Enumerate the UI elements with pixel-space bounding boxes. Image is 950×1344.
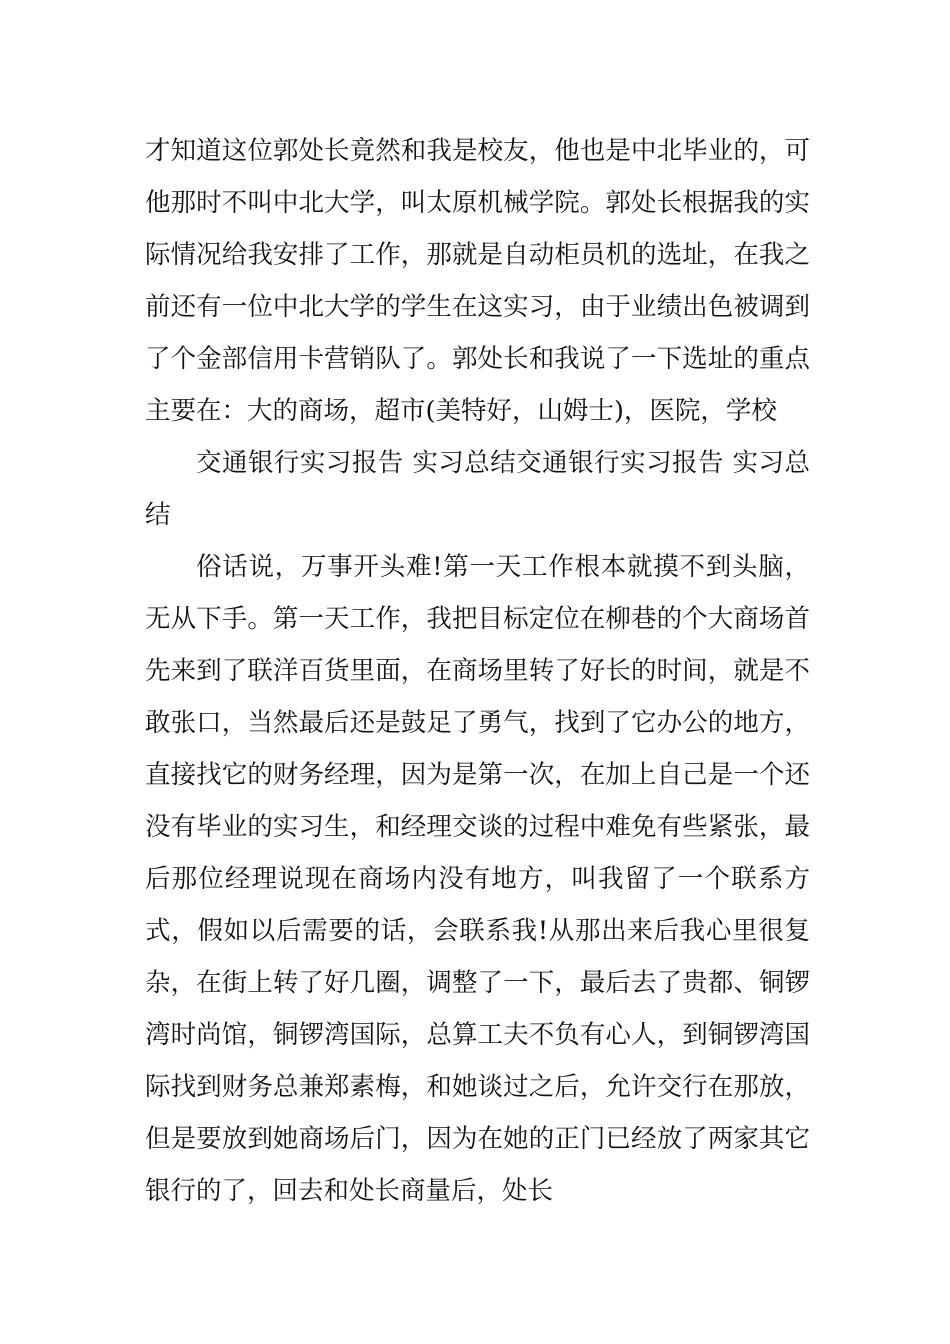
paragraph-intro: 才知道这位郭处长竟然和我是校友，他也是中北毕业的，可他那时不叫中北大学，叫太原机械学院。郭处长根据我的实际情况给我安排了工作，那就是自动柜员机的选址，在我之前还有一位中北大学的学生在这实习，由于业绩出色被调到了个金部信用卡营销队了。郭处长和我说了一下选址的重点主要在：大的商场，超市(美特好，山姆士)，医院，学校	[145, 136, 810, 426]
document-page	[145, 125, 810, 1217]
paragraph-body: 俗话说，万事开头难!第一天工作根本就摸不到头脑，无从下手。第一天工作，我把目标定位在柳巷的个大商场首先来到了联洋百货里面，在商场里转了好长的时间，就是不敢张口，当然最后还是鼓足了勇气，找到了它办公的地方，直接找它的财务经理，因为是第一次，在加上自己是一个还没有毕业的实习生，和经理交谈的过程中难免有些紧张，最后那位经理说现在商场内没有地方，叫我留了一个联系方式，假如以后需要的话，会联系我!从那出来后我心里很复杂，在街上转了好几圈，调整了一下，最后去了贵都、铜锣湾时尚馆，铜锣湾国际，总算工夫不负有心人，到铜锣湾国际找到财务总兼郑素梅，和她谈过之后，允许交行在那放，但是要放到她商场后门，因为在她的正门已经放了两家其它银行的了，回去和处长商量后，处长	[145, 552, 810, 1206]
paragraph-heading: 交通银行实习报告 实习总结交通银行实习报告 实习总结	[145, 448, 810, 530]
